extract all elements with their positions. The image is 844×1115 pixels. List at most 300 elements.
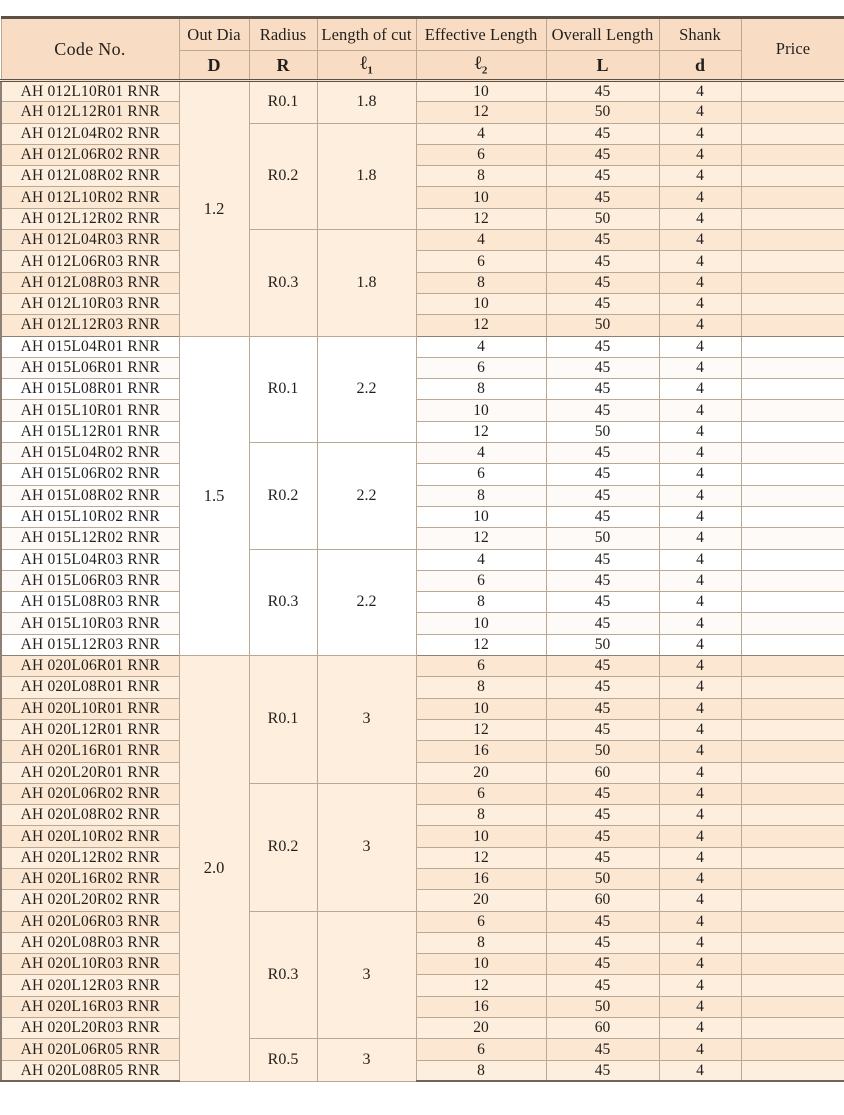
cell-overall-length: 45 (546, 932, 659, 953)
cell-overall-length: 45 (546, 549, 659, 570)
table-row (1, 954, 844, 975)
cell-radius: R0.1 (249, 656, 317, 784)
cell-price (741, 272, 844, 293)
symbol-shank: d (659, 51, 741, 81)
table-row (1, 677, 844, 698)
cell-effective-length: 10 (416, 81, 546, 102)
cell-length-of-cut: 2.2 (317, 336, 416, 442)
cell-effective-length: 12 (416, 421, 546, 442)
table-row (1, 528, 844, 549)
cell-radius: R0.2 (249, 783, 317, 911)
cell-effective-length: 10 (416, 293, 546, 314)
cell-price (741, 932, 844, 953)
cell-overall-length: 45 (546, 166, 659, 187)
cell-overall-length: 50 (546, 741, 659, 762)
table-row (1, 315, 844, 336)
cell-effective-length: 4 (416, 230, 546, 251)
cell-overall-length: 60 (546, 890, 659, 911)
cell-price (741, 826, 844, 847)
table-row (1, 336, 844, 357)
cell-shank: 4 (659, 102, 741, 123)
cell-overall-length: 45 (546, 379, 659, 400)
cell-price (741, 592, 844, 613)
cell-shank: 4 (659, 719, 741, 740)
cell-effective-length: 10 (416, 187, 546, 208)
cell-shank: 4 (659, 741, 741, 762)
cell-effective-length: 12 (416, 102, 546, 123)
cell-price (741, 251, 844, 272)
cell-overall-length: 50 (546, 315, 659, 336)
header-overall-length: Overall Length (546, 18, 659, 51)
cell-overall-length: 45 (546, 251, 659, 272)
cell-price (741, 357, 844, 378)
cell-price (741, 315, 844, 336)
table-row (1, 613, 844, 634)
cell-overall-length: 45 (546, 805, 659, 826)
cell-effective-length: 16 (416, 868, 546, 889)
cell-price (741, 81, 844, 102)
table-row (1, 847, 844, 868)
cell-overall-length: 45 (546, 293, 659, 314)
cell-overall-length: 45 (546, 570, 659, 591)
cell-code-no: AH 020L16R02 RNR (1, 868, 179, 889)
cell-effective-length: 8 (416, 272, 546, 293)
cell-shank: 4 (659, 826, 741, 847)
cell-shank: 4 (659, 1018, 741, 1039)
cell-effective-length: 12 (416, 975, 546, 996)
cell-code-no: AH 012L08R03 RNR (1, 272, 179, 293)
cell-shank: 4 (659, 293, 741, 314)
table-row (1, 719, 844, 740)
table-row (1, 868, 844, 889)
cell-shank: 4 (659, 144, 741, 165)
table-row (1, 400, 844, 421)
cell-shank: 4 (659, 251, 741, 272)
cell-overall-length: 45 (546, 592, 659, 613)
product-spec-table (0, 16, 844, 1082)
symbol-radius: R (249, 51, 317, 81)
symbol-length-of-cut (317, 51, 416, 81)
cell-shank: 4 (659, 677, 741, 698)
table-row (1, 975, 844, 996)
cell-code-no: AH 020L12R01 RNR (1, 719, 179, 740)
cell-code-no: AH 015L06R01 RNR (1, 357, 179, 378)
cell-code-no: AH 012L10R01 RNR (1, 81, 179, 102)
cell-price (741, 166, 844, 187)
table-row (1, 1060, 844, 1081)
cell-effective-length: 8 (416, 485, 546, 506)
cell-shank: 4 (659, 954, 741, 975)
table-row (1, 762, 844, 783)
cell-overall-length: 45 (546, 847, 659, 868)
cell-price (741, 762, 844, 783)
cell-shank: 4 (659, 421, 741, 442)
table-row (1, 293, 844, 314)
cell-overall-length: 45 (546, 230, 659, 251)
cell-radius: R0.1 (249, 81, 317, 124)
cell-overall-length: 45 (546, 656, 659, 677)
cell-code-no: AH 020L06R01 RNR (1, 656, 179, 677)
cell-price (741, 1060, 844, 1081)
table-row (1, 102, 844, 123)
cell-overall-length: 45 (546, 826, 659, 847)
cell-code-no: AH 012L10R03 RNR (1, 293, 179, 314)
cell-overall-length: 60 (546, 762, 659, 783)
cell-code-no: AH 020L06R02 RNR (1, 783, 179, 804)
cell-overall-length: 45 (546, 698, 659, 719)
cell-price (741, 293, 844, 314)
cell-effective-length: 10 (416, 954, 546, 975)
cell-effective-length: 12 (416, 315, 546, 336)
cell-code-no: AH 020L20R02 RNR (1, 890, 179, 911)
table-row (1, 208, 844, 229)
table-row (1, 485, 844, 506)
cell-effective-length: 20 (416, 1018, 546, 1039)
cell-overall-length: 60 (546, 1018, 659, 1039)
cell-overall-length: 45 (546, 336, 659, 357)
header-length-of-cut: Length of cut (317, 18, 416, 51)
table-row (1, 166, 844, 187)
cell-shank: 4 (659, 911, 741, 932)
header-code-no: Code No. (1, 18, 179, 81)
ell-glyph: ℓ (360, 53, 368, 75)
cell-price (741, 400, 844, 421)
table-row (1, 443, 844, 464)
cell-code-no: AH 020L12R03 RNR (1, 975, 179, 996)
cell-effective-length: 8 (416, 805, 546, 826)
table-row (1, 698, 844, 719)
cell-length-of-cut: 1.8 (317, 123, 416, 229)
cell-effective-length: 12 (416, 528, 546, 549)
cell-code-no: AH 012L04R03 RNR (1, 230, 179, 251)
cell-overall-length: 45 (546, 272, 659, 293)
cell-price (741, 230, 844, 251)
cell-code-no: AH 012L08R02 RNR (1, 166, 179, 187)
cell-shank: 4 (659, 187, 741, 208)
cell-length-of-cut: 3 (317, 911, 416, 1039)
cell-shank: 4 (659, 698, 741, 719)
cell-length-of-cut: 1.8 (317, 230, 416, 336)
cell-effective-length: 8 (416, 1060, 546, 1081)
cell-overall-length: 50 (546, 102, 659, 123)
cell-overall-length: 45 (546, 400, 659, 421)
header-out-dia: Out Dia (179, 18, 249, 51)
table-row (1, 996, 844, 1017)
cell-code-no: AH 020L12R02 RNR (1, 847, 179, 868)
cell-overall-length: 45 (546, 783, 659, 804)
cell-price (741, 911, 844, 932)
cell-price (741, 144, 844, 165)
table-row (1, 911, 844, 932)
cell-code-no: AH 015L12R03 RNR (1, 634, 179, 655)
cell-overall-length: 45 (546, 954, 659, 975)
cell-effective-length: 10 (416, 698, 546, 719)
cell-effective-length: 6 (416, 783, 546, 804)
cell-price (741, 123, 844, 144)
cell-code-no: AH 020L08R03 RNR (1, 932, 179, 953)
table-header (1, 18, 844, 81)
cell-price (741, 656, 844, 677)
cell-effective-length: 6 (416, 911, 546, 932)
cell-effective-length: 6 (416, 656, 546, 677)
cell-code-no: AH 015L06R02 RNR (1, 464, 179, 485)
cell-length-of-cut: 2.2 (317, 443, 416, 549)
cell-effective-length: 10 (416, 506, 546, 527)
table-row (1, 272, 844, 293)
cell-radius: R0.2 (249, 123, 317, 229)
cell-effective-length: 4 (416, 443, 546, 464)
cell-price (741, 464, 844, 485)
ell-glyph: ℓ (474, 53, 482, 75)
table-row (1, 932, 844, 953)
cell-code-no: AH 012L12R02 RNR (1, 208, 179, 229)
table-row (1, 805, 844, 826)
cell-effective-length: 10 (416, 400, 546, 421)
cell-price (741, 741, 844, 762)
cell-price (741, 485, 844, 506)
cell-code-no: AH 015L08R01 RNR (1, 379, 179, 400)
cell-overall-length: 45 (546, 1060, 659, 1081)
cell-overall-length: 45 (546, 911, 659, 932)
cell-overall-length: 45 (546, 506, 659, 527)
cell-overall-length: 50 (546, 634, 659, 655)
cell-price (741, 336, 844, 357)
cell-overall-length: 50 (546, 421, 659, 442)
cell-price (741, 613, 844, 634)
table-row (1, 421, 844, 442)
cell-shank: 4 (659, 230, 741, 251)
cell-code-no: AH 015L08R03 RNR (1, 592, 179, 613)
cell-length-of-cut: 3 (317, 1039, 416, 1082)
cell-overall-length: 45 (546, 485, 659, 506)
symbol-out-dia: D (179, 51, 249, 81)
cell-code-no: AH 012L10R02 RNR (1, 187, 179, 208)
table-row (1, 826, 844, 847)
cell-code-no: AH 020L08R02 RNR (1, 805, 179, 826)
table-row (1, 123, 844, 144)
cell-price (741, 677, 844, 698)
cell-overall-length: 45 (546, 975, 659, 996)
cell-effective-length: 4 (416, 123, 546, 144)
cell-overall-length: 45 (546, 464, 659, 485)
cell-shank: 4 (659, 379, 741, 400)
table-row (1, 1039, 844, 1060)
cell-code-no: AH 015L06R03 RNR (1, 570, 179, 591)
cell-price (741, 1039, 844, 1060)
cell-code-no: AH 020L16R01 RNR (1, 741, 179, 762)
cell-code-no: AH 020L06R03 RNR (1, 911, 179, 932)
cell-shank: 4 (659, 656, 741, 677)
cell-effective-length: 6 (416, 570, 546, 591)
cell-radius: R0.1 (249, 336, 317, 442)
cell-price (741, 847, 844, 868)
cell-shank: 4 (659, 272, 741, 293)
cell-code-no: AH 015L12R02 RNR (1, 528, 179, 549)
cell-price (741, 570, 844, 591)
cell-effective-length: 12 (416, 208, 546, 229)
cell-code-no: AH 015L10R02 RNR (1, 506, 179, 527)
cell-code-no: AH 015L04R03 RNR (1, 549, 179, 570)
cell-effective-length: 16 (416, 996, 546, 1017)
cell-effective-length: 6 (416, 357, 546, 378)
cell-code-no: AH 012L06R02 RNR (1, 144, 179, 165)
cell-code-no: AH 020L20R01 RNR (1, 762, 179, 783)
cell-effective-length: 12 (416, 719, 546, 740)
cell-overall-length: 50 (546, 208, 659, 229)
cell-shank: 4 (659, 762, 741, 783)
cell-effective-length: 4 (416, 549, 546, 570)
cell-shank: 4 (659, 208, 741, 229)
symbol-effective-length (416, 51, 546, 81)
cell-overall-length: 45 (546, 357, 659, 378)
cell-overall-length: 45 (546, 677, 659, 698)
table-row (1, 741, 844, 762)
cell-radius: R0.3 (249, 230, 317, 336)
cell-shank: 4 (659, 570, 741, 591)
cell-overall-length: 50 (546, 868, 659, 889)
cell-overall-length: 45 (546, 187, 659, 208)
table-row (1, 464, 844, 485)
cell-effective-length: 12 (416, 634, 546, 655)
cell-overall-length: 45 (546, 1039, 659, 1060)
cell-shank: 4 (659, 996, 741, 1017)
cell-price (741, 868, 844, 889)
cell-code-no: AH 020L08R05 RNR (1, 1060, 179, 1081)
cell-effective-length: 8 (416, 166, 546, 187)
cell-shank: 4 (659, 315, 741, 336)
cell-shank: 4 (659, 847, 741, 868)
cell-effective-length: 20 (416, 890, 546, 911)
cell-price (741, 954, 844, 975)
cell-shank: 4 (659, 528, 741, 549)
cell-effective-length: 4 (416, 336, 546, 357)
table-row (1, 251, 844, 272)
cell-code-no: AH 020L20R03 RNR (1, 1018, 179, 1039)
cell-code-no: AH 012L12R01 RNR (1, 102, 179, 123)
cell-price (741, 719, 844, 740)
cell-shank: 4 (659, 890, 741, 911)
cell-length-of-cut: 3 (317, 656, 416, 784)
cell-out-dia: 1.5 (179, 336, 249, 655)
cell-shank: 4 (659, 932, 741, 953)
cell-shank: 4 (659, 166, 741, 187)
table-row (1, 890, 844, 911)
cell-effective-length: 6 (416, 144, 546, 165)
cell-shank: 4 (659, 1060, 741, 1081)
cell-shank: 4 (659, 400, 741, 421)
cell-price (741, 102, 844, 123)
table-row (1, 506, 844, 527)
table-row (1, 656, 844, 677)
cell-length-of-cut: 3 (317, 783, 416, 911)
cell-out-dia: 1.2 (179, 81, 249, 337)
cell-price (741, 805, 844, 826)
table-row (1, 379, 844, 400)
cell-overall-length: 50 (546, 528, 659, 549)
cell-shank: 4 (659, 123, 741, 144)
cell-price (741, 634, 844, 655)
symbol-overall-length: L (546, 51, 659, 81)
cell-price (741, 549, 844, 570)
cell-shank: 4 (659, 634, 741, 655)
cell-effective-length: 16 (416, 741, 546, 762)
cell-price (741, 443, 844, 464)
cell-effective-length: 8 (416, 677, 546, 698)
cell-code-no: AH 015L08R02 RNR (1, 485, 179, 506)
table-row (1, 592, 844, 613)
cell-out-dia: 2.0 (179, 656, 249, 1082)
cell-shank: 4 (659, 613, 741, 634)
table-row (1, 1018, 844, 1039)
table-row (1, 357, 844, 378)
cell-radius: R0.2 (249, 443, 317, 549)
cell-effective-length: 8 (416, 592, 546, 613)
cell-price (741, 379, 844, 400)
table-row (1, 81, 844, 102)
cell-effective-length: 20 (416, 762, 546, 783)
cell-code-no: AH 020L10R02 RNR (1, 826, 179, 847)
cell-code-no: AH 020L08R01 RNR (1, 677, 179, 698)
cell-effective-length: 12 (416, 847, 546, 868)
ell-subscript: 2 (481, 64, 488, 77)
cell-price (741, 783, 844, 804)
cell-price (741, 506, 844, 527)
cell-price (741, 996, 844, 1017)
cell-effective-length: 6 (416, 464, 546, 485)
cell-code-no: AH 015L10R01 RNR (1, 400, 179, 421)
cell-code-no: AH 012L04R02 RNR (1, 123, 179, 144)
cell-shank: 4 (659, 81, 741, 102)
cell-code-no: AH 015L04R02 RNR (1, 443, 179, 464)
cell-overall-length: 50 (546, 996, 659, 1017)
cell-price (741, 528, 844, 549)
cell-length-of-cut: 2.2 (317, 549, 416, 655)
cell-shank: 4 (659, 592, 741, 613)
cell-shank: 4 (659, 506, 741, 527)
cell-price (741, 208, 844, 229)
cell-price (741, 421, 844, 442)
table-body (1, 81, 844, 1082)
cell-length-of-cut: 1.8 (317, 81, 416, 124)
cell-shank: 4 (659, 805, 741, 826)
cell-shank: 4 (659, 443, 741, 464)
cell-effective-length: 10 (416, 613, 546, 634)
table-row (1, 230, 844, 251)
cell-price (741, 187, 844, 208)
cell-overall-length: 45 (546, 719, 659, 740)
cell-effective-length: 8 (416, 379, 546, 400)
cell-code-no: AH 012L06R03 RNR (1, 251, 179, 272)
cell-effective-length: 6 (416, 1039, 546, 1060)
header-shank: Shank (659, 18, 741, 51)
cell-code-no: AH 012L12R03 RNR (1, 315, 179, 336)
cell-shank: 4 (659, 485, 741, 506)
cell-code-no: AH 015L10R03 RNR (1, 613, 179, 634)
cell-shank: 4 (659, 336, 741, 357)
cell-code-no: AH 020L06R05 RNR (1, 1039, 179, 1060)
header-effective-length: Effective Length (416, 18, 546, 51)
cell-overall-length: 45 (546, 443, 659, 464)
cell-code-no: AH 020L10R01 RNR (1, 698, 179, 719)
ell-subscript: 1 (367, 64, 373, 77)
table-row (1, 144, 844, 165)
cell-code-no: AH 020L16R03 RNR (1, 996, 179, 1017)
cell-overall-length: 45 (546, 144, 659, 165)
cell-code-no: AH 020L10R03 RNR (1, 954, 179, 975)
cell-shank: 4 (659, 549, 741, 570)
cell-radius: R0.5 (249, 1039, 317, 1082)
cell-code-no: AH 015L04R01 RNR (1, 336, 179, 357)
